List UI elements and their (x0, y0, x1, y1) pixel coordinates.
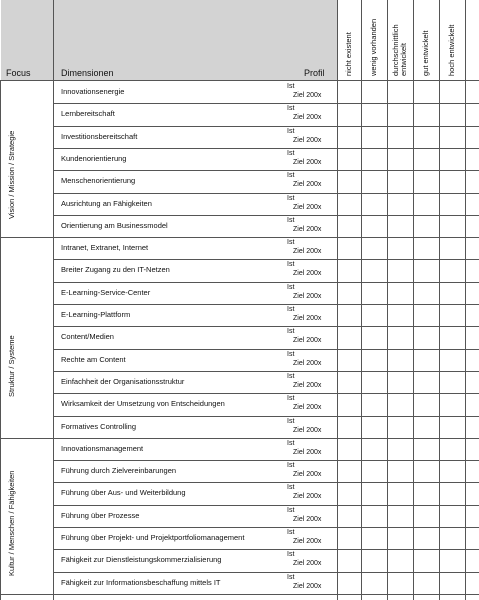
rating-cell[interactable] (414, 350, 439, 370)
ziel-label: Ziel 200x (293, 493, 322, 501)
rating-cell[interactable] (388, 417, 413, 437)
ziel-label: Ziel 200x (293, 225, 322, 233)
rating-cell[interactable] (388, 216, 413, 236)
ziel-label: Ziel 200x (293, 158, 322, 166)
ziel-label: Ziel 200x (293, 92, 322, 99)
rating-cell[interactable] (388, 483, 413, 503)
ist-label: Ist (287, 83, 295, 90)
group-divider (0, 594, 53, 595)
column-divider (337, 80, 338, 600)
header-divider (53, 0, 54, 80)
rating-cell[interactable] (414, 238, 439, 258)
rating-cell[interactable] (362, 327, 387, 347)
rating-cell[interactable] (338, 194, 361, 214)
header-divider (337, 0, 338, 80)
ziel-label: Ziel 200x (293, 426, 322, 434)
rating-cell[interactable] (388, 171, 413, 191)
column-divider (361, 80, 362, 600)
rating-cell[interactable] (362, 194, 387, 214)
dimension-label: E-Learning-Plattform (61, 310, 131, 319)
rating-cell[interactable] (362, 104, 387, 124)
rating-cell[interactable] (388, 573, 413, 593)
rating-cell[interactable] (414, 82, 439, 102)
rating-level-header: hoch entwickelt (447, 24, 456, 76)
ist-label: Ist (287, 216, 295, 224)
rating-cell[interactable] (440, 238, 465, 258)
ist-label: Ist (287, 239, 295, 247)
rating-cell[interactable] (388, 439, 413, 459)
ziel-label: Ziel 200x (293, 471, 322, 479)
ist-label: Ist (287, 506, 295, 514)
rating-cell[interactable] (362, 506, 387, 526)
rating-cell[interactable] (388, 104, 413, 124)
rating-level-header: gut entwickelt (421, 30, 430, 76)
rating-cell[interactable] (414, 327, 439, 347)
column-divider (439, 80, 440, 600)
rating-cell[interactable] (388, 528, 413, 548)
ziel-label: Ziel 200x (293, 292, 322, 300)
rating-cell[interactable] (388, 260, 413, 280)
rating-cell[interactable] (338, 305, 361, 325)
rating-cell[interactable] (388, 461, 413, 481)
ist-label: Ist (287, 395, 295, 403)
ist-label: Ist (287, 172, 295, 180)
rating-cell[interactable] (388, 327, 413, 347)
rating-cell[interactable] (414, 216, 439, 236)
rating-cell[interactable] (338, 216, 361, 236)
header-divider (465, 0, 466, 80)
header-divider (387, 0, 388, 80)
rating-cell[interactable] (362, 127, 387, 147)
ziel-label: Ziel 200x (293, 248, 322, 256)
rating-cell[interactable] (440, 528, 465, 548)
rating-cell[interactable] (414, 573, 439, 593)
rating-cell[interactable] (362, 417, 387, 437)
header-bottom-line (0, 80, 479, 81)
rating-cell[interactable] (440, 171, 465, 191)
rating-cell[interactable] (414, 506, 439, 526)
dimension-label: Intranet, Extranet, Internet (61, 243, 149, 253)
column-divider (53, 80, 54, 600)
rating-cell[interactable] (338, 550, 361, 570)
rating-cell[interactable] (362, 149, 387, 169)
ziel-label: Ziel 200x (293, 359, 322, 367)
rating-cell[interactable] (338, 461, 361, 481)
header-dimensionen-label: Dimensionen (61, 68, 114, 78)
dimension-label: Menschenorientierung (61, 176, 136, 186)
rating-cell[interactable] (338, 483, 361, 503)
dimension-label: Führung über Aus- und Weiterbildung (61, 488, 186, 498)
dimension-label: Orientierung am Businessmodel (61, 220, 168, 230)
dimension-label: Führung über Projekt- und Projektportfoliomanagement (61, 533, 245, 542)
rating-cell[interactable] (414, 550, 439, 570)
rating-cell[interactable] (362, 483, 387, 503)
rating-cell[interactable] (414, 305, 439, 325)
group-focus-label: Vision / Mission / Strategie (7, 130, 16, 220)
rating-cell[interactable] (414, 283, 439, 303)
rating-cell[interactable] (440, 439, 465, 459)
ist-label: Ist (287, 350, 295, 358)
rating-cell[interactable] (388, 372, 413, 392)
rating-cell[interactable] (414, 417, 439, 437)
rating-cell[interactable] (338, 327, 361, 347)
left-border (0, 80, 1, 600)
rating-cell[interactable] (414, 260, 439, 280)
ziel-label: Ziel 200x (293, 270, 322, 278)
ist-label: Ist (287, 484, 295, 492)
dimension-label: Content/Medien (61, 332, 114, 342)
ist-label: Ist (287, 573, 295, 581)
rating-cell[interactable] (440, 483, 465, 503)
ist-label: Ist (287, 372, 295, 380)
dimension-label: Kundenorientierung (61, 153, 127, 163)
ziel-label: Ziel 200x (293, 515, 322, 523)
ziel-label: Ziel 200x (293, 114, 322, 122)
rating-cell[interactable] (440, 82, 465, 102)
rating-cell[interactable] (440, 417, 465, 437)
rating-cell[interactable] (362, 216, 387, 236)
rating-cell[interactable] (414, 149, 439, 169)
ziel-label: Ziel 200x (293, 582, 322, 590)
rating-cell[interactable] (388, 82, 413, 102)
ist-label: Ist (287, 439, 295, 447)
group-focus-label: Kultur / Menschen / Fähigkeiten (7, 470, 16, 576)
rating-cell[interactable] (414, 394, 439, 414)
rating-cell[interactable] (414, 127, 439, 147)
rating-cell[interactable] (440, 506, 465, 526)
rating-cell[interactable] (440, 305, 465, 325)
dimension-label: E-Learning-Service-Center (61, 287, 151, 297)
rating-cell[interactable] (388, 149, 413, 169)
rating-cell[interactable] (338, 238, 361, 258)
rating-cell[interactable] (440, 283, 465, 303)
rating-cell[interactable] (440, 149, 465, 169)
column-divider (465, 80, 466, 600)
ziel-label: Ziel 200x (293, 337, 322, 345)
rating-cell[interactable] (362, 461, 387, 481)
header-divider (361, 0, 362, 80)
rating-cell[interactable] (362, 305, 387, 325)
column-divider (413, 80, 414, 600)
ziel-label: Ziel 200x (293, 203, 322, 211)
rating-cell[interactable] (362, 260, 387, 280)
dimension-label: Innovationsenergie (61, 87, 125, 96)
rating-cell[interactable] (338, 171, 361, 191)
dimension-label: Einfachheit der Organisationsstruktur (61, 376, 185, 386)
ziel-label: Ziel 200x (293, 538, 322, 545)
rating-cell[interactable] (414, 439, 439, 459)
rating-cell[interactable] (440, 216, 465, 236)
rating-cell[interactable] (388, 238, 413, 258)
ist-label: Ist (287, 194, 295, 202)
rating-cell[interactable] (414, 461, 439, 481)
ist-label: Ist (287, 328, 295, 336)
dimension-label: Lernbereitschaft (61, 109, 115, 119)
rating-cell[interactable] (362, 171, 387, 191)
rating-cell[interactable] (440, 194, 465, 214)
dimension-label: Breiter Zugang zu den IT-Netzen (61, 265, 170, 275)
rating-cell[interactable] (338, 394, 361, 414)
rating-cell[interactable] (388, 127, 413, 147)
rating-cell[interactable] (338, 104, 361, 124)
ist-label: Ist (287, 551, 295, 559)
rating-cell[interactable] (440, 461, 465, 481)
row-divider (53, 594, 479, 595)
rating-cell[interactable] (440, 350, 465, 370)
rating-cell[interactable] (414, 171, 439, 191)
rating-cell[interactable] (440, 372, 465, 392)
dimension-label: Wirksamkeit der Umsetzung von Entscheidungen (61, 399, 225, 409)
group-divider (0, 438, 53, 439)
rating-cell[interactable] (362, 439, 387, 459)
rating-cell[interactable] (440, 104, 465, 124)
header-focus-label: Focus (6, 68, 31, 78)
ziel-label: Ziel 200x (293, 404, 322, 412)
ziel-label: Ziel 200x (293, 315, 322, 322)
ziel-label: Ziel 200x (293, 560, 322, 568)
rating-cell[interactable] (338, 260, 361, 280)
rating-cell[interactable] (362, 238, 387, 258)
rating-cell[interactable] (388, 506, 413, 526)
rating-cell[interactable] (414, 372, 439, 392)
rating-cell[interactable] (440, 260, 465, 280)
rating-cell[interactable] (440, 550, 465, 570)
rating-cell[interactable] (388, 194, 413, 214)
rating-cell[interactable] (362, 573, 387, 593)
rating-cell[interactable] (362, 350, 387, 370)
ist-label: Ist (287, 462, 295, 470)
rating-cell[interactable] (414, 104, 439, 124)
rating-cell[interactable] (362, 283, 387, 303)
ist-label: Ist (287, 127, 295, 135)
rating-cell[interactable] (388, 394, 413, 414)
ist-label: Ist (287, 529, 295, 536)
rating-cell[interactable] (338, 350, 361, 370)
rating-cell[interactable] (440, 573, 465, 593)
rating-cell[interactable] (338, 82, 361, 102)
dimension-label: Rechte am Content (61, 354, 126, 364)
ziel-label: Ziel 200x (293, 136, 322, 144)
ziel-label: Ziel 200x (293, 181, 322, 189)
rating-cell[interactable] (362, 550, 387, 570)
rating-cell[interactable] (338, 127, 361, 147)
rating-cell[interactable] (414, 528, 439, 548)
header-divider (439, 0, 440, 80)
rating-cell[interactable] (338, 573, 361, 593)
ist-label: Ist (287, 283, 295, 291)
dimension-label: Führung durch Zielvereinbarungen (61, 466, 177, 476)
ist-label: Ist (287, 105, 295, 113)
dimension-label: Innovationsmanagement (61, 443, 144, 453)
header-divider (413, 0, 414, 80)
ist-label: Ist (287, 149, 295, 157)
rating-cell[interactable] (414, 194, 439, 214)
ziel-label: Ziel 200x (293, 381, 322, 389)
header-profil-label: Profil (304, 68, 325, 78)
rating-level-header: durchschnittlich entwickelt (391, 24, 408, 76)
dimension-label: Investitionsbereitschaft (61, 131, 138, 141)
rating-cell[interactable] (414, 483, 439, 503)
rating-level-header: nicht existent (344, 32, 353, 76)
rating-cell[interactable] (362, 82, 387, 102)
ist-label: Ist (287, 306, 295, 313)
rating-cell[interactable] (338, 506, 361, 526)
rating-level-header: wenig vorhanden (369, 18, 378, 76)
ist-label: Ist (287, 417, 295, 425)
rating-cell[interactable] (338, 372, 361, 392)
rating-cell[interactable] (338, 417, 361, 437)
rating-cell[interactable] (362, 372, 387, 392)
rating-cell[interactable] (338, 149, 361, 169)
dimension-label: Formatives Controlling (61, 421, 137, 431)
group-focus-label: Struktur / Systeme (7, 335, 16, 398)
rating-cell[interactable] (440, 127, 465, 147)
rating-cell[interactable] (338, 283, 361, 303)
dimension-label: Fähigkeit zur Informationsbeschaffung mittels IT (61, 577, 221, 587)
rating-cell[interactable] (440, 394, 465, 414)
rating-cell[interactable] (362, 528, 387, 548)
rating-cell[interactable] (388, 350, 413, 370)
dimension-label: Ausrichtung an Fähigkeiten (61, 198, 152, 208)
dimension-label: Fähigkeit zur Dienstleistungskommerzialisierung (61, 555, 222, 565)
ist-label: Ist (287, 261, 295, 269)
ziel-label: Ziel 200x (293, 448, 322, 456)
rating-cell[interactable] (388, 305, 413, 325)
dimension-label: Führung über Prozesse (61, 510, 140, 520)
rating-cell[interactable] (338, 528, 361, 548)
group-divider (0, 237, 53, 238)
column-divider (387, 80, 388, 600)
rating-cell[interactable] (388, 550, 413, 570)
rating-cell[interactable] (338, 439, 361, 459)
rating-cell[interactable] (440, 327, 465, 347)
rating-cell[interactable] (388, 283, 413, 303)
rating-cell[interactable] (362, 394, 387, 414)
